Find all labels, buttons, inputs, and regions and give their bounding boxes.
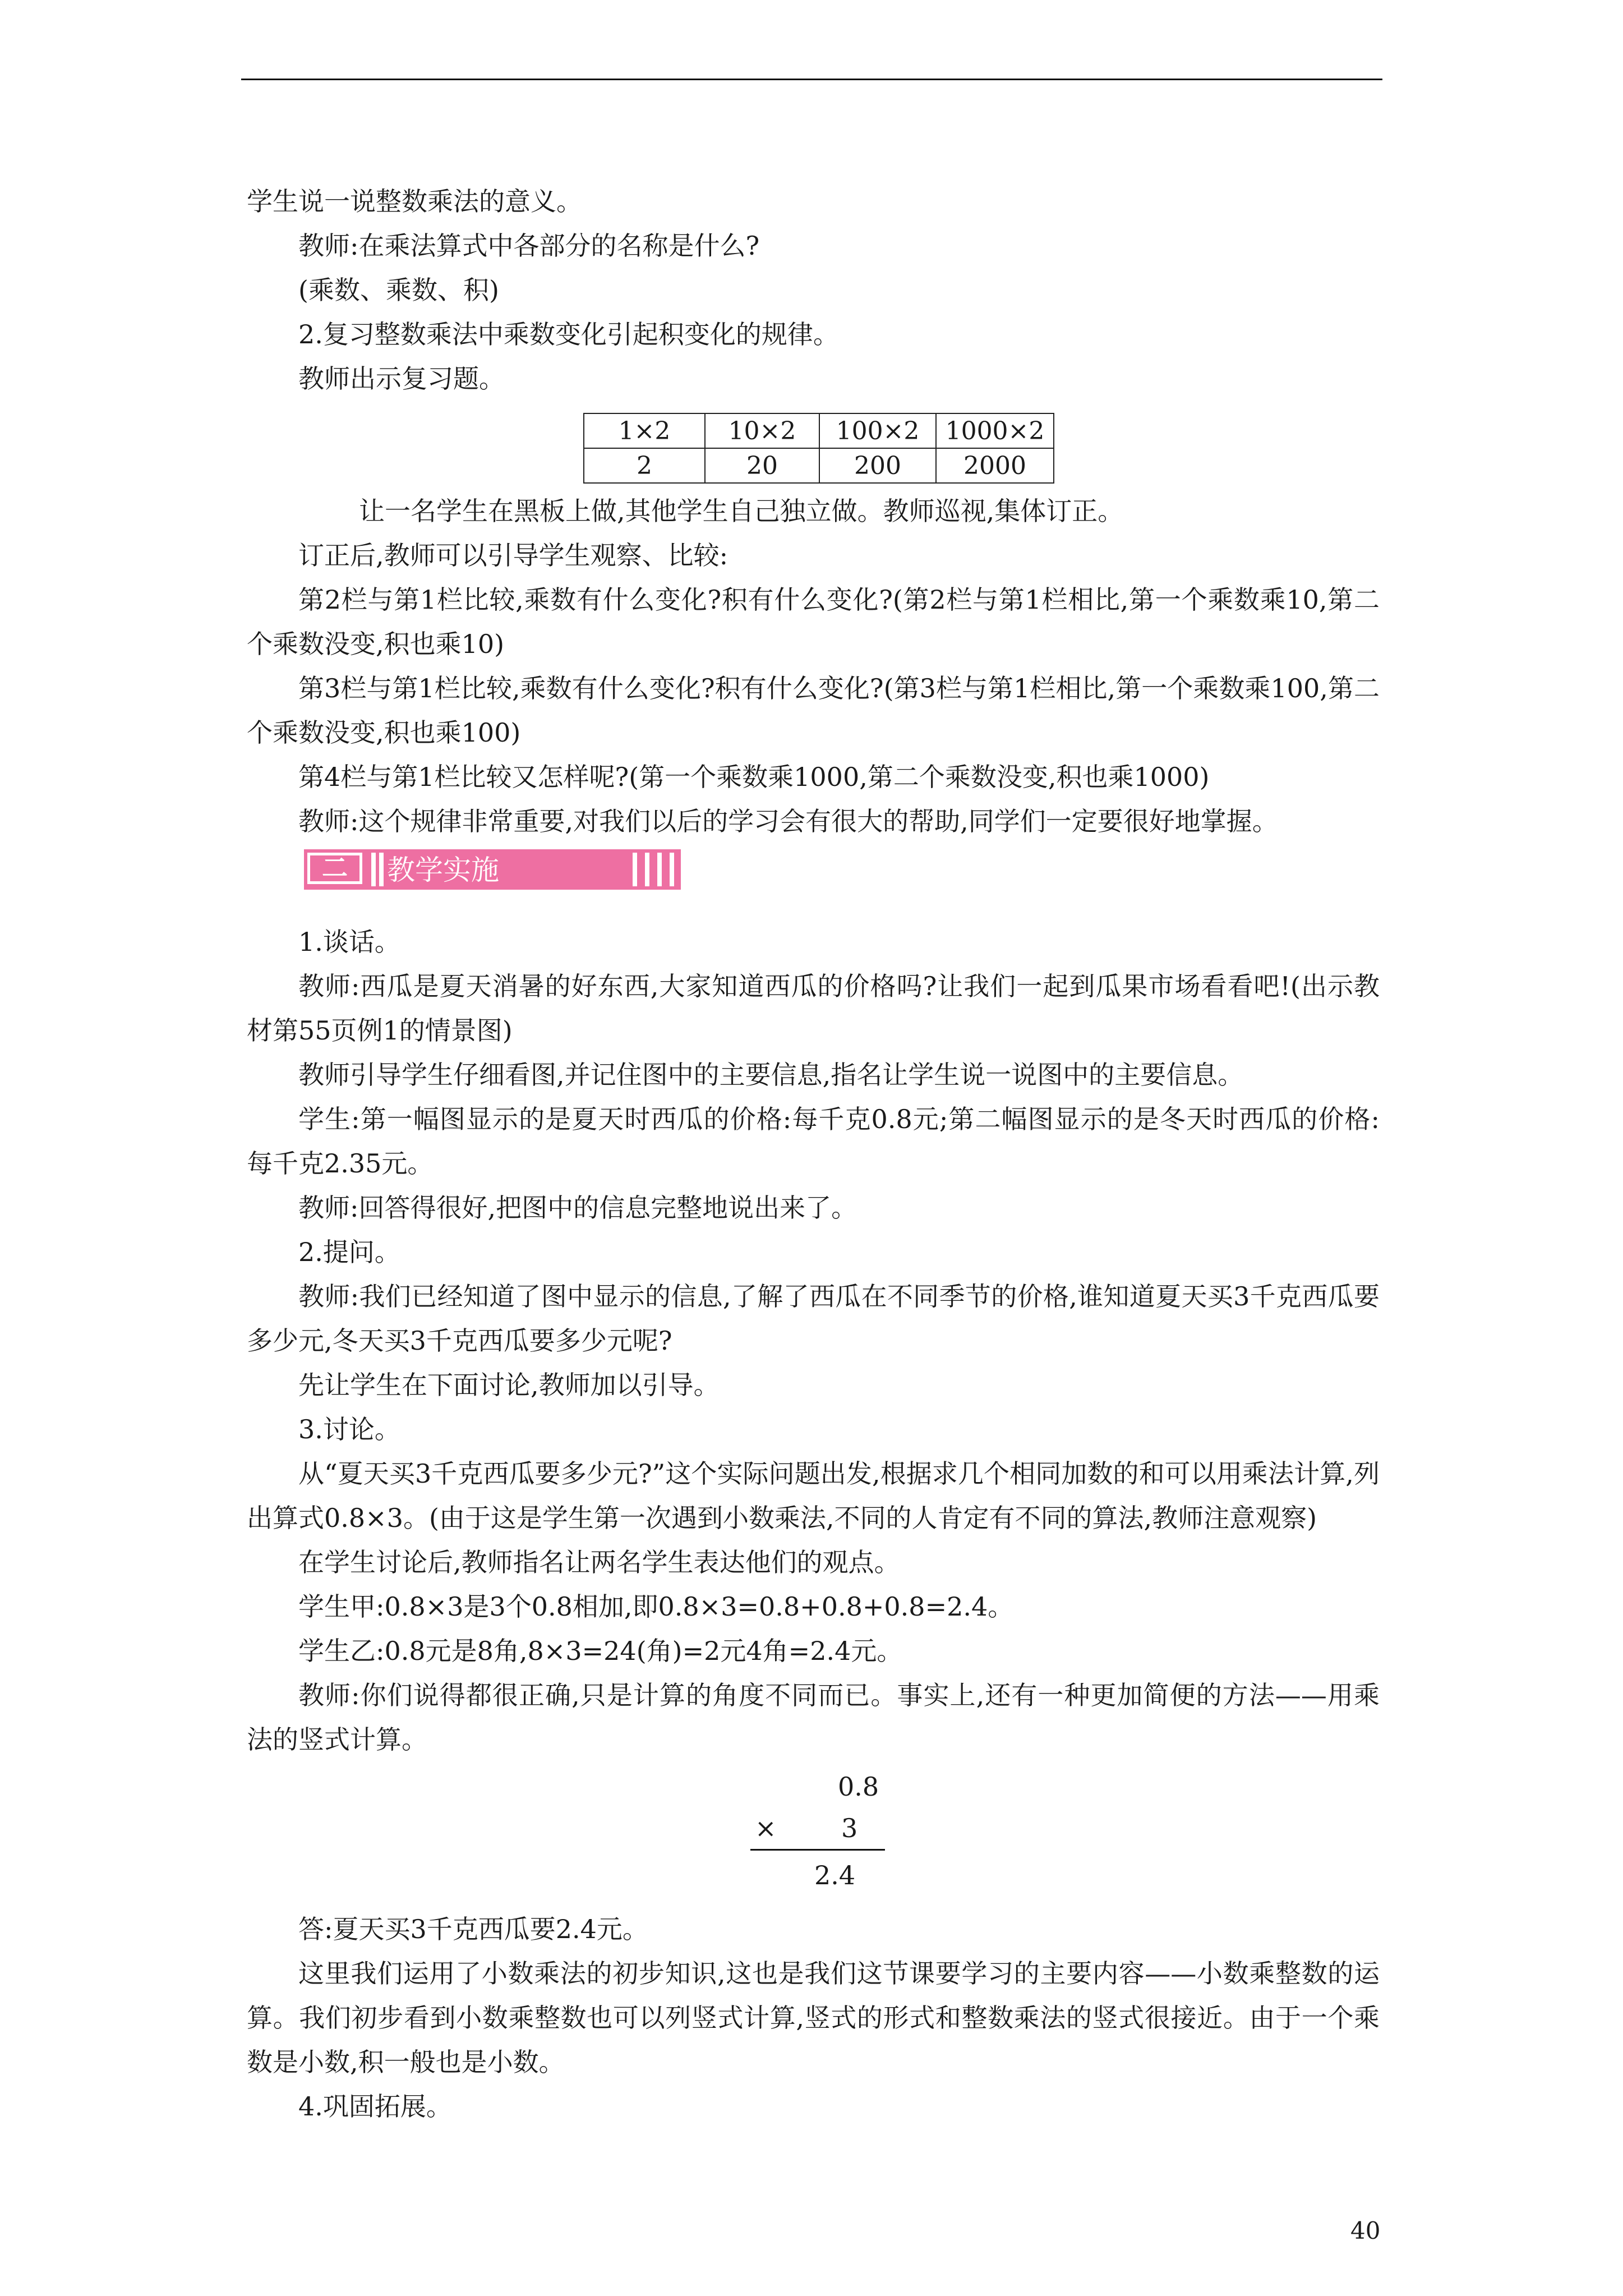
paragraph: 1.谈话。 — [298, 927, 400, 957]
multiplicand: 0.8 — [838, 1772, 879, 1802]
review-text — [247, 489, 1380, 844]
multiplier: 3 — [841, 1813, 858, 1843]
paragraph: 2.复习整数乘法中乘数变化引起积变化的规律。 — [298, 319, 839, 349]
divider — [645, 853, 649, 886]
paragraph: 第2栏与第1栏比较,乘数有什么变化?积有什么变化?(第2栏与第1栏相比,第一个乘数乘10,第二个乘数没变,积也乘10) — [247, 585, 1380, 659]
closing-text — [247, 1907, 1380, 2129]
multiply-sign: × — [755, 1813, 777, 1843]
table-row — [584, 448, 1054, 483]
review-table — [583, 413, 1054, 484]
paragraph: 订正后,教师可以引导学生观察、比较: — [298, 540, 728, 570]
paragraph: 先让学生在下面讨论,教师加以引导。 — [298, 1370, 720, 1400]
paragraph: 学生乙:0.8元是8角,8×3=24(角)=2元4角=2.4元。 — [298, 1636, 903, 1666]
table-row — [584, 413, 1054, 448]
table-cell: 10×2 — [705, 413, 819, 448]
section-number: 二 — [307, 853, 362, 884]
divider — [633, 853, 637, 886]
paragraph: 教师引导学生仔细看图,并记住图中的主要信息,指名让学生说一说图中的主要信息。 — [298, 1060, 1244, 1090]
table-cell: 20 — [705, 448, 819, 483]
section-header — [304, 849, 681, 890]
intro-text — [247, 180, 1380, 401]
page-number: 40 — [1350, 2217, 1381, 2244]
paragraph: (乘数、乘数、积) — [298, 275, 499, 305]
divider — [379, 853, 384, 886]
paragraph: 第3栏与第1栏比较,乘数有什么变化?积有什么变化?(第3栏与第1栏相比,第一个乘数乘100,第二个乘数没变,积也乘100) — [247, 673, 1380, 748]
paragraph: 这里我们运用了小数乘法的初步知识,这也是我们这节课要学习的主要内容——小数乘整数的运算。我们初步看到小数乘整数也可以列竖式计算,竖式的形式和整数乘法的竖式很接近。由于一个乘数是小数,积一般也是小数。 — [247, 1958, 1380, 2077]
divider — [371, 853, 376, 886]
paragraph: 学生:第一幅图显示的是夏天时西瓜的价格:每千克0.8元;第二幅图显示的是冬天时西瓜的价格:每千克2.35元。 — [247, 1104, 1380, 1179]
paragraph: 学生甲:0.8×3是3个0.8相加,即0.8×3=0.8+0.8+0.8=2.4。 — [298, 1591, 1014, 1622]
table-cell: 100×2 — [819, 413, 936, 448]
paragraph: 答:夏天买3千克西瓜要2.4元。 — [298, 1914, 648, 1944]
divider — [657, 853, 662, 886]
paragraph: 教师:你们说得都很正确,只是计算的角度不同而已。事实上,还有一种更加简便的方法——用乘法的竖式计算。 — [247, 1680, 1380, 1755]
paragraph: 教师:我们已经知道了图中显示的信息,了解了西瓜在不同季节的价格,谁知道夏天买3千克西瓜要多少元,冬天买3千克西瓜要多少元呢? — [247, 1281, 1380, 1356]
paragraph: 第4栏与第1栏比较又怎样呢?(第一个乘数乘1000,第二个乘数没变,积也乘1000) — [298, 762, 1210, 792]
table-cell: 2 — [584, 448, 705, 483]
divider — [670, 853, 674, 886]
table-cell: 2000 — [936, 448, 1054, 483]
table-cell: 1000×2 — [936, 413, 1054, 448]
product: 2.4 — [814, 1860, 856, 1890]
paragraph: 3.讨论。 — [298, 1414, 400, 1444]
section-title: 教学实施 — [387, 854, 499, 886]
paragraph: 从“夏天买3千克西瓜要多少元?”这个实际问题出发,根据求几个相同加数的和可以用乘法计算,列出算式0.8×3。(由于这是学生第一次遇到小数乘法,不同的人肯定有不同的算法,教师注意观察) — [247, 1458, 1380, 1533]
paragraph: 教师出示复习题。 — [298, 364, 505, 394]
table-cell: 1×2 — [584, 413, 705, 448]
paragraph: 教师:回答得很好,把图中的信息完整地说出来了。 — [298, 1193, 857, 1223]
table-cell: 200 — [819, 448, 936, 483]
section-text — [247, 920, 1380, 1762]
paragraph: 教师:西瓜是夏天消暑的好东西,大家知道西瓜的价格吗?让我们一起到瓜果市场看看吧!(出示教材第55页例1的情景图) — [247, 971, 1380, 1046]
paragraph: 学生说一说整数乘法的意义。 — [247, 186, 582, 217]
paragraph: 让一名学生在黑板上做,其他学生自己独立做。教师巡视,集体订正。 — [359, 496, 1124, 526]
paragraph: 在学生讨论后,教师指名让两名学生表达他们的观点。 — [298, 1547, 900, 1577]
paragraph: 4.巩固拓展。 — [298, 2091, 452, 2122]
paragraph: 教师:这个规律非常重要,对我们以后的学习会有很大的帮助,同学们一定要很好地掌握。 — [298, 806, 1278, 836]
paragraph: 教师:在乘法算式中各部分的名称是什么? — [298, 231, 760, 261]
calc-rule — [750, 1849, 885, 1851]
header-rule — [241, 79, 1382, 80]
paragraph: 2.提问。 — [298, 1237, 400, 1267]
